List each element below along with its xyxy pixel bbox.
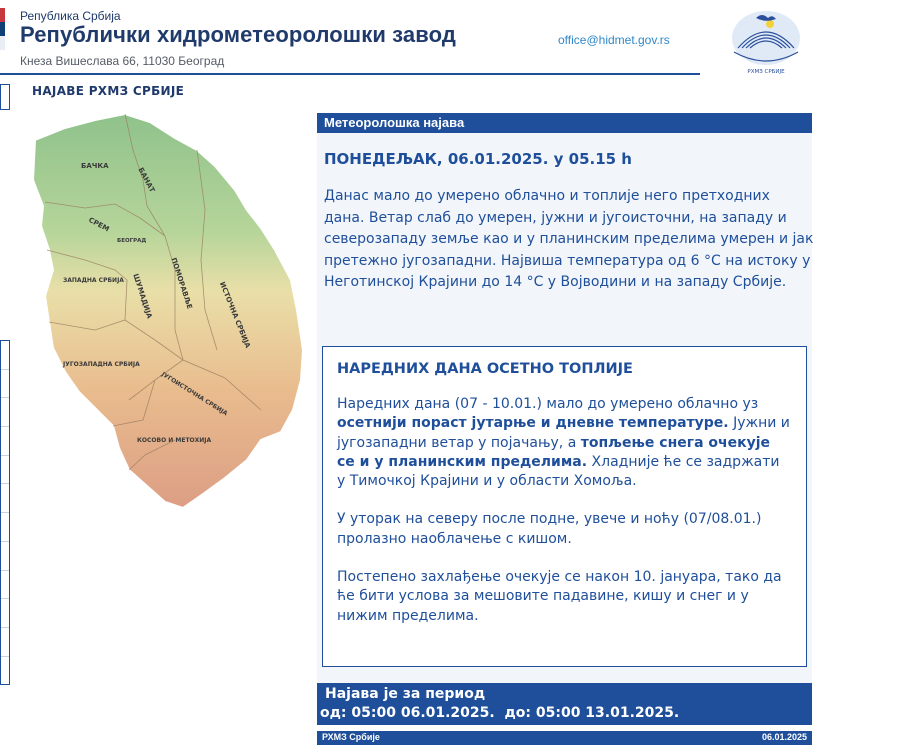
forecast-header-title: Метеоролошка најава: [324, 115, 465, 130]
map-label-sumadija: ШУМАДИЈА: [131, 272, 154, 320]
notice-box: [322, 346, 807, 667]
notice-paragraph-1: Наредних дана (07 - 10.01.) мало до умерено облачно уз осетнији пораст јутарње и дневне температуре. Јужни и југозападни ветар у појачању, а топљење снега очекује се и у планинским пределима. Хладније ће се задржати у Тимочкој Крајини и у области Хомоља.: [337, 396, 790, 490]
forecast-text: Данас мало до умерено облачно и топлије него претходних дана. Ветар слаб до умерен, јужни и југоисточни, на западу и северозападу земље као и у планинским пределима умерен и јак претежно југозападни. Највиша температура од 6 °C на истоку у Неготинској Крајини до 14 °C у Војводини и на западу Србије.: [324, 188, 814, 290]
notice-paragraph-2: У уторак на северу после подне, увече и ноћу (07/08.01.) пролазно наоблачење с кишом.: [337, 511, 762, 547]
republic-label: Република Србија: [20, 9, 121, 23]
email-link[interactable]: office@hidmet.gov.rs: [558, 33, 670, 47]
rhmz-logo-icon[interactable]: [726, 4, 806, 78]
flag-icon: [0, 8, 5, 50]
map-label-southeast-serbia: ЈУГОИСТОЧНА СРБИЈА: [160, 370, 229, 418]
page-header: [0, 0, 900, 80]
serbia-outline: [33, 114, 303, 508]
logo-caption: РХМЗ СРБИЈЕ: [747, 69, 785, 75]
footer-bar: [317, 731, 812, 745]
map-label-backa: БАЧКА: [81, 162, 109, 170]
map-label-srem: СРЕМ: [87, 216, 111, 234]
map-label-east-serbia: ИСТОЧНА СРБИЈА: [217, 280, 252, 350]
notice-paragraph-3: Постепено захлађење очекује се након 10. јануара, тако да ће бити услова за мешовите падавине, кишу и снег и у нижим пределима.: [337, 569, 782, 624]
left-list-stub[interactable]: [0, 340, 10, 685]
institute-name: Републички хидрометеоролошки завод: [20, 22, 456, 47]
map-label-kosovo: КОСОВО И МЕТОХИЈА: [137, 437, 212, 444]
map-label-southwest-serbia: ЈУГОЗАПАДНА СРБИЈА: [63, 361, 140, 368]
notice-title: НАРЕДНИХ ДАНА ОСЕТНО ТОПЛИЈЕ: [337, 361, 633, 377]
map-label-belgrade: БЕОГРАД: [117, 238, 147, 244]
institute-address: Кнеза Вишеслава 66, 11030 Београд: [20, 54, 225, 68]
period-range: од: 05:00 06.01.2025. до: 05:00 13.01.2025.: [320, 705, 680, 721]
footer-source: РХМЗ Србије: [322, 732, 380, 742]
map-label-pomoravlje: ПОМОРАВЉЕ: [169, 256, 194, 311]
left-menu-stub[interactable]: [0, 84, 10, 110]
footer-date: 06.01.2025: [761, 732, 807, 742]
header-divider: [0, 73, 700, 75]
map-label-west-serbia: ЗАПАДНА СРБИЈА: [63, 277, 124, 284]
serbia-region-map[interactable]: [25, 110, 315, 510]
forecast-date: ПОНЕДЕЉАК, 06.01.2025. у 05.15 h: [324, 150, 632, 168]
section-title: НАЈАВЕ РХМЗ СРБИЈЕ: [32, 84, 185, 98]
map-label-banat: БАНАТ: [136, 166, 157, 194]
period-title: Најава је за период: [325, 686, 486, 702]
forecast-header: [317, 113, 812, 133]
period-box: [317, 683, 812, 725]
